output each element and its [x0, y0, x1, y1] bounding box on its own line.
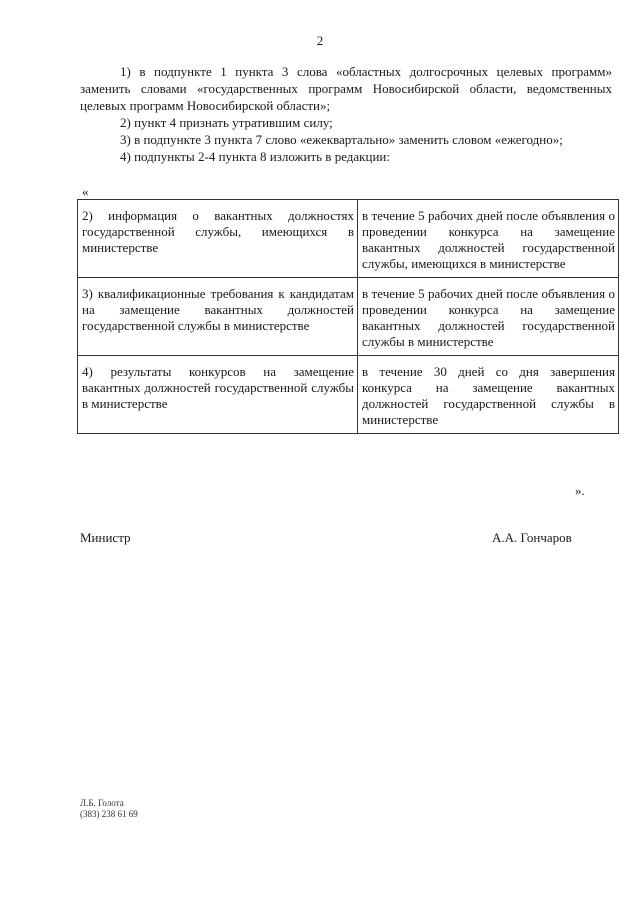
signature-title: Министр [80, 530, 131, 545]
paragraph-2: 2) пункт 4 признать утратившим силу; [120, 115, 333, 130]
table-row [78, 356, 619, 434]
footer-author: Л.Б. Голота [80, 798, 124, 808]
term-cell: в течение 5 рабочих дней после объявления о проведении конкурса на замещение вакантных должностей государственной службы, имеющихся в министерстве [358, 200, 619, 278]
quote-open: « [82, 184, 89, 199]
quote-close: ». [575, 483, 585, 498]
footer-phone: (383) 238 61 69 [80, 809, 138, 819]
table-row [78, 200, 619, 278]
term-cell: в течение 5 рабочих дней после объявления о проведении конкурса на замещение вакантных должностей государственной службы в министерстве [358, 278, 619, 356]
info-cell: 4) результаты конкурсов на замещение вакантных должностей государственной службы в министерстве [78, 356, 358, 434]
duties-table [77, 199, 619, 434]
signature-name: А.А. Гончаров [492, 530, 572, 545]
paragraph-4: 4) подпункты 2-4 пункта 8 изложить в редакции: [120, 149, 390, 164]
info-cell: 3) квалификационные требования к кандидатам на замещение вакантных должностей государственной службы в министерстве [78, 278, 358, 356]
paragraph-3: 3) в подпункте 3 пункта 7 слово «ежеквартально» заменить словом «ежегодно»; [120, 132, 563, 147]
body-text [80, 63, 612, 165]
paragraph-1: 1) в подпункте 1 пункта 3 слова «областных долгосрочных целевых программ» заменить словами «государственных программ Новосибирской области, ведомственных целевых программ Новосибирской области»; [80, 64, 612, 113]
footer [80, 798, 138, 820]
info-cell: 2) информация о вакантных должностях государственной службы, имеющихся в министерстве [78, 200, 358, 278]
table-row [78, 278, 619, 356]
page-number: 2 [316, 33, 324, 48]
term-cell: в течение 30 дней со дня завершения конкурса на замещение вакантных должностей государственной службы в министерстве [358, 356, 619, 434]
